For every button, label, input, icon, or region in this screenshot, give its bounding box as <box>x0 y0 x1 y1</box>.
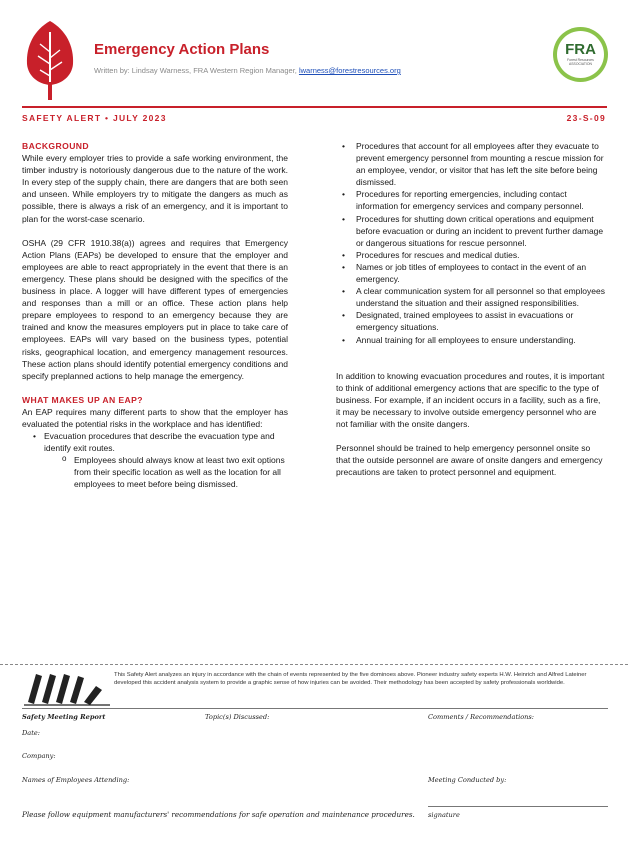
comments-label: Comments / Recommendations: <box>428 713 535 721</box>
list-item: • Evacuation procedures that describe the evacuation type and identify exit routes. <box>22 430 288 454</box>
conducted-by-label: Meeting Conducted by: <box>428 776 507 784</box>
background-paragraph-1: While every employer tries to provide a safe working environment, the timber industry is notoriously dangerous due to the nature of the work. In every step of the supply chain, there are dangers that are both seen and unseen. While employers try to mitigate the dangers as much as possible, there is always a risk of an emergency, and it is important to plan for the worst-case scenario. <box>22 153 288 224</box>
alert-code: 23-S-09 <box>566 113 606 123</box>
list-item: • Procedures for reporting emergencies, including contact information for emergency services and company personnel. <box>336 188 606 212</box>
right-paragraph-1: In addition to knowing evacuation procedures and routes, it is important to think of additional emergency actions that are specific to the type of business. For example, if an incident occurs in a facility, such as a fire, it may be necessary to involve outside emergency personnel who are not familiar with the onsite dangers. <box>336 370 605 429</box>
date-label: Date: <box>22 729 40 737</box>
report-rule <box>22 708 608 709</box>
right-paragraph-2: Personnel should be trained to help emergency personnel onsite so that the outside personnel are aware of onsite dangers and emergency precautions are taken to protect personnel and equipment. <box>336 443 603 478</box>
background-heading: BACKGROUND <box>22 141 90 151</box>
byline <box>94 66 401 75</box>
fra-logo-subtext: Forest Resources ASSOCIATION <box>567 58 594 66</box>
list-item: • Designated, trained employees to assist in evacuations or emergency situations. <box>336 309 606 333</box>
author-email-link[interactable]: lwarness@forestresources.org <box>298 66 401 75</box>
sub-list-item: o Employees should always know at least two exit options from their specific location as well as the location for all employees to meet before being dismissed. <box>22 454 288 490</box>
page-title: Emergency Action Plans <box>94 41 270 58</box>
eap-list-right <box>336 140 606 346</box>
left-column <box>22 140 288 491</box>
employees-label: Names of Employees Attending: <box>22 776 130 784</box>
dominoes-icon <box>22 668 112 708</box>
footer-divider <box>0 664 628 665</box>
safety-alert-label: SAFETY ALERT • JULY 2023 <box>22 113 167 123</box>
signature-line <box>428 806 608 807</box>
fra-logo <box>553 27 608 82</box>
alert-divider <box>22 106 607 108</box>
topics-label: Topic(s) Discussed: <box>205 713 270 721</box>
eap-list-left <box>22 430 288 490</box>
eap-intro: An EAP requires many different parts to show that the employer has evaluated the potential risks in the workplace and has identified: <box>22 406 288 429</box>
background-paragraph-2: OSHA (29 CFR 1910.38(a)) agrees and requires that Emergency Action Plans (EAPs) be developed to ensure that the employer and employees are able to react appropriately in the event that there is an emergency. These plans should be designed with the specifics of the business in place. A logger will have different types of emergencies and responses than a mill or an office. These action plans help prepare employees to respond to an emergency because they are trained and know the measures employers put in place to take care of employees. EAPs will vary based on the business types, potential risks, geographical location, and emergency management resources. These action plans should identify potential emergency conditions and specify preplanned actions to help manage the emergency. <box>22 237 288 381</box>
fra-logo-text: FRA <box>565 41 596 58</box>
signature-label: signature <box>428 811 460 819</box>
list-item: • Annual training for all employees to ensure understanding. <box>336 334 606 346</box>
eap-heading: WHAT MAKES UP AN EAP? <box>22 394 143 405</box>
list-item: • A clear communication system for all personnel so that employees understand the situation and their assigned responsibilities. <box>336 285 606 309</box>
list-item: • Procedures that account for all employees after they evacuate to prevent emergency personnel from mounting a rescue mission for an employee, vendor, or visitor that has left the site before being dismissed. <box>336 140 606 188</box>
disclaimer: Please follow equipment manufacturers' recommendations for safe operation and maintenance procedures. <box>22 810 415 819</box>
list-item: • Procedures for shutting down critical operations and equipment before evacuation or during an incident to prevent further damage or dangerous situations for rescue personnel. <box>336 213 606 249</box>
byline-author: Written by: Lindsay Warness, FRA Western Region Manager, <box>94 66 299 75</box>
safety-meeting-report-title: Safety Meeting Report <box>22 713 106 721</box>
right-column <box>336 140 606 478</box>
list-item: • Names or job titles of employees to contact in the event of an emergency. <box>336 261 606 285</box>
footer-note: This Safety Alert analyzes an injury in accordance with the chain of events represented by the five dominoes above. Pioneer industry safety experts H.W. Heinrich and Alfred Lateiner developed this accident analysis system to provide a graphic sense of how injuries can be avoided. Their methodology has been accepted by safety professionals worldwide. <box>114 672 587 686</box>
tree-logo-icon <box>20 18 80 102</box>
company-label: Company: <box>22 752 56 760</box>
list-item: • Procedures for rescues and medical duties. <box>336 249 606 261</box>
